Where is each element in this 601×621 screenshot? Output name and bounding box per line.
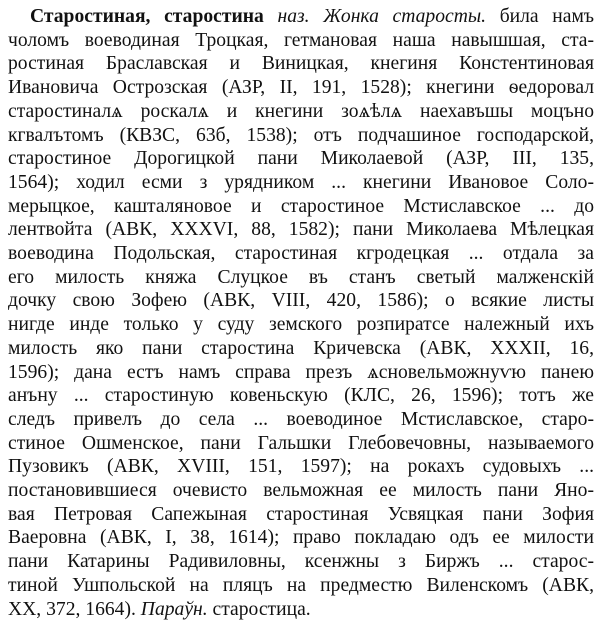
citation-line: дочку свою Зофею (АВК, VIII, 420, 1586); о всякие листы — [8, 290, 594, 312]
citation-line: Пузовикъ (АВК, XVIII, 151, 1597); на рокахъ судовыхъ ... — [8, 456, 594, 478]
citation-line: лентвойта (АВК, XXXVI, 88, 1582); пани Миколаева Мѣлецкая — [8, 219, 594, 241]
citation-line: Ваеровна (АВК, I, 38, 1614); право покладаю одъ ее милости — [8, 527, 594, 549]
citation-line: 1564); ходил есми з урядником ... кнегини Ивановое Соло- — [8, 171, 594, 193]
citation-line: 1596); дана естъ намъ справа презъ ѧсновельможнуѵю панею — [8, 361, 594, 383]
citation-line: Ивановича Острозская (АЗР, II, 191, 1528); кнегини ѳедоровал — [8, 77, 594, 99]
citation-line: следъ привелъ до села ... воеводиное Мстиславское, старо- — [8, 408, 594, 430]
headword: Старостиная, старостина — [30, 6, 264, 27]
citation-line: ростиная Браславская и Виницкая, кнегиня Констентиновая — [8, 53, 594, 75]
citation-line: старостиналѧ роскалѧ и кнегини зоѧѣлѧ наехавъшы моцъно — [8, 100, 594, 122]
entry-last-line — [8, 598, 594, 621]
citation-line: кгвалътомъ (КВЗС, 63б, 1538); отъ подчашиное господарской, — [8, 124, 594, 146]
citation-line: постановившиеся очевисто вельможная ее милость пани Яно- — [8, 480, 594, 502]
citation-line: старостиное Дорогицкой пани Миколаевой (АЗР, III, 135, — [8, 148, 594, 170]
citation-line: вая Петровая Сапежыная старостиная Усвяцкая пани Зофия — [8, 503, 594, 525]
dictionary-entry — [8, 5, 594, 621]
grammar-label: наз. — [277, 6, 310, 27]
citation-line: милость яко пани старостина Кричевска (АВК, XXXII, 16, — [8, 337, 594, 359]
citation-line: чоломъ воеводиная Троцкая, гетмановая наша навышшая, ста- — [8, 29, 594, 51]
citation-line: воеводина Подольская, старостиная кгродецкая ... отдала за — [8, 243, 594, 265]
parallel-word: старостица. — [207, 598, 311, 620]
citation-line: его милость княжа Слуцкое въ станъ светый малженскiй — [8, 266, 594, 288]
citation-line: анъну ... старостиную ковеньскую (КЛС, 26, 1596); тотъ же — [8, 385, 594, 407]
parallel-label: Параўн. — [140, 598, 208, 620]
citation-line: стиное Ошменское, пани Гальшки Глебовечовны, называемого — [8, 432, 594, 454]
citation-line: тиной Ушпольской на пляцъ на предместю Виленскомъ (АВК, — [8, 574, 594, 596]
citation-line: мерыцкое, кашталяновое и старостиное Мстиславское ... до — [8, 195, 594, 217]
citation-end: XX, 372, 1664). — [8, 598, 141, 620]
citation-line: нигде инде только у суду земского розпиратсе належный ихъ — [8, 314, 594, 336]
citation-line: пани Катарины Радивиловны, ксенжны з Биржъ ... старос- — [8, 551, 594, 573]
definition: Жонка старосты. — [323, 6, 487, 27]
citation-start: била намъ — [486, 6, 594, 27]
entry-first-line — [8, 5, 594, 29]
